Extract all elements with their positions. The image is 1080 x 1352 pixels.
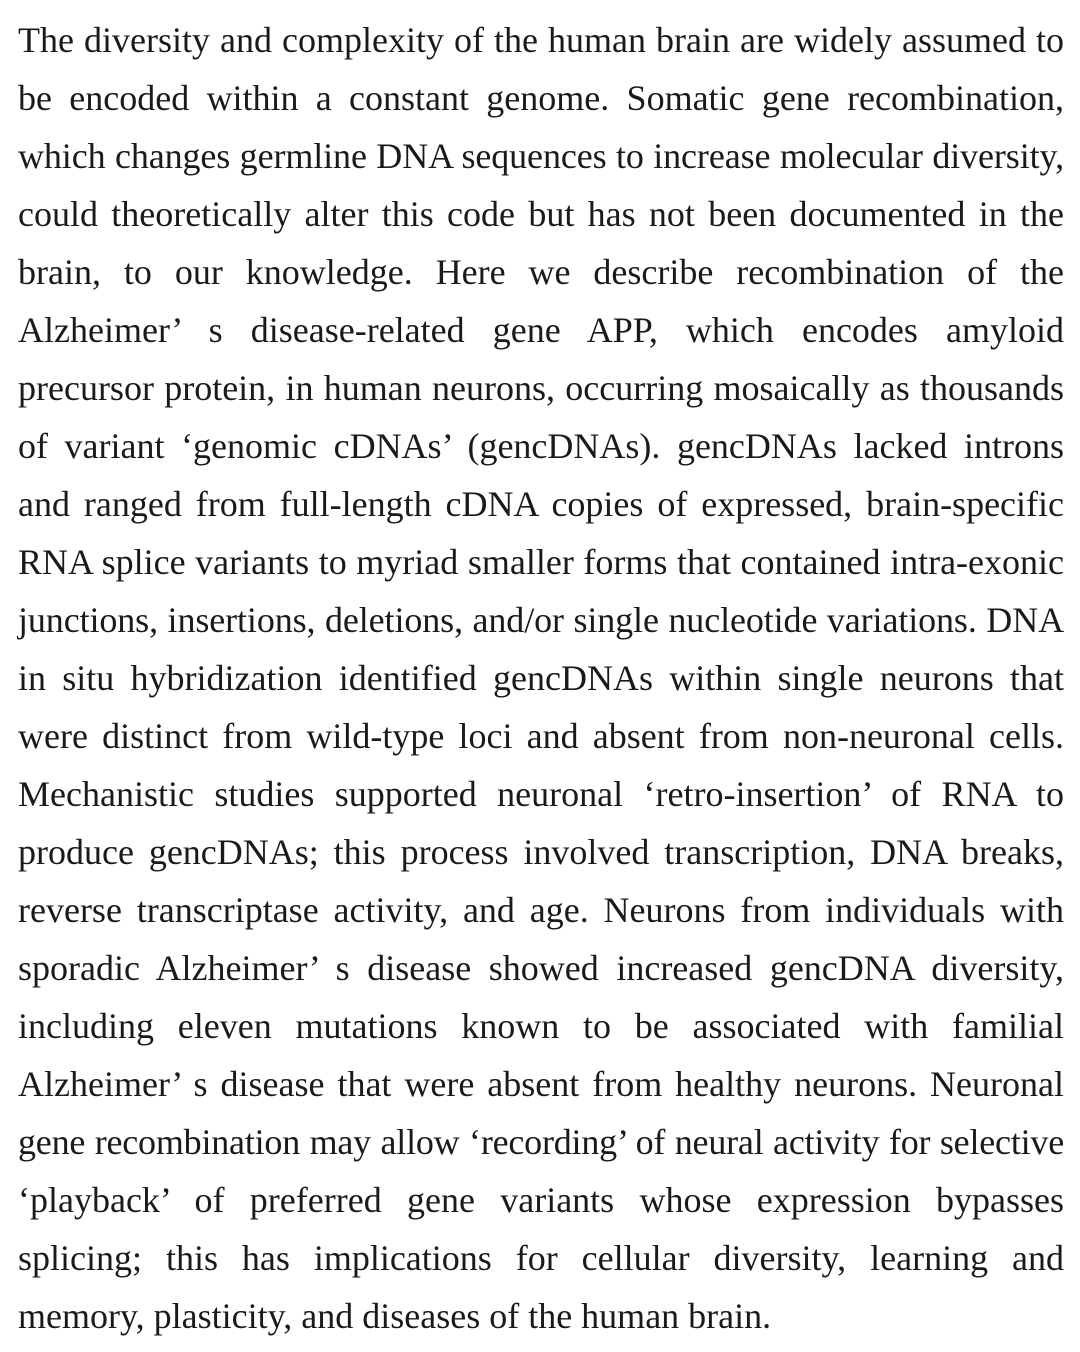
text-line: be encoded within a constant genome. Somatic gene recombination,: [18, 78, 1064, 118]
text-line: could theoretically alter this code but has not been documented in the: [18, 194, 1064, 234]
text-line: in situ hybridization identified gencDNAs within single neurons that: [18, 658, 1064, 698]
text-line: RNA splice variants to myriad smaller forms that contained intra-exonic: [18, 542, 1064, 582]
text-line: of variant ‘genomic cDNAs’ (gencDNAs). gencDNAs lacked introns: [18, 426, 1064, 466]
text-line: which changes germline DNA sequences to increase molecular diversity,: [18, 136, 1064, 176]
abstract-text-block: [18, 11, 1064, 1345]
text-line: junctions, insertions, deletions, and/or single nucleotide variations. DNA: [18, 600, 1064, 640]
text-line: Mechanistic studies supported neuronal ‘retro-insertion’ of RNA to: [18, 774, 1064, 814]
text-line: and ranged from full-length cDNA copies of expressed, brain-specific: [18, 484, 1064, 524]
text-line: brain, to our knowledge. Here we describe recombination of the: [18, 252, 1064, 292]
text-line: Alzheimer’ s disease that were absent from healthy neurons. Neuronal: [18, 1064, 1064, 1104]
text-line: produce gencDNAs; this process involved transcription, DNA breaks,: [18, 832, 1064, 872]
text-line: precursor protein, in human neurons, occurring mosaically as thousands: [18, 368, 1064, 408]
text-line: reverse transcriptase activity, and age. Neurons from individuals with: [18, 890, 1064, 930]
text-line: splicing; this has implications for cellular diversity, learning and: [18, 1238, 1064, 1278]
text-line: gene recombination may allow ‘recording’ of neural activity for selective: [18, 1122, 1064, 1162]
text-line: sporadic Alzheimer’ s disease showed increased gencDNA diversity,: [18, 948, 1064, 988]
text-line: Alzheimer’ s disease-related gene APP, which encodes amyloid: [18, 310, 1064, 350]
text-line: ‘playback’ of preferred gene variants whose expression bypasses: [18, 1180, 1064, 1220]
text-line-last: memory, plasticity, and diseases of the human brain.: [18, 1296, 772, 1336]
text-line: including eleven mutations known to be associated with familial: [18, 1006, 1064, 1046]
text-line: The diversity and complexity of the human brain are widely assumed to: [18, 20, 1064, 60]
text-line: were distinct from wild-type loci and absent from non-neuronal cells.: [18, 716, 1064, 756]
